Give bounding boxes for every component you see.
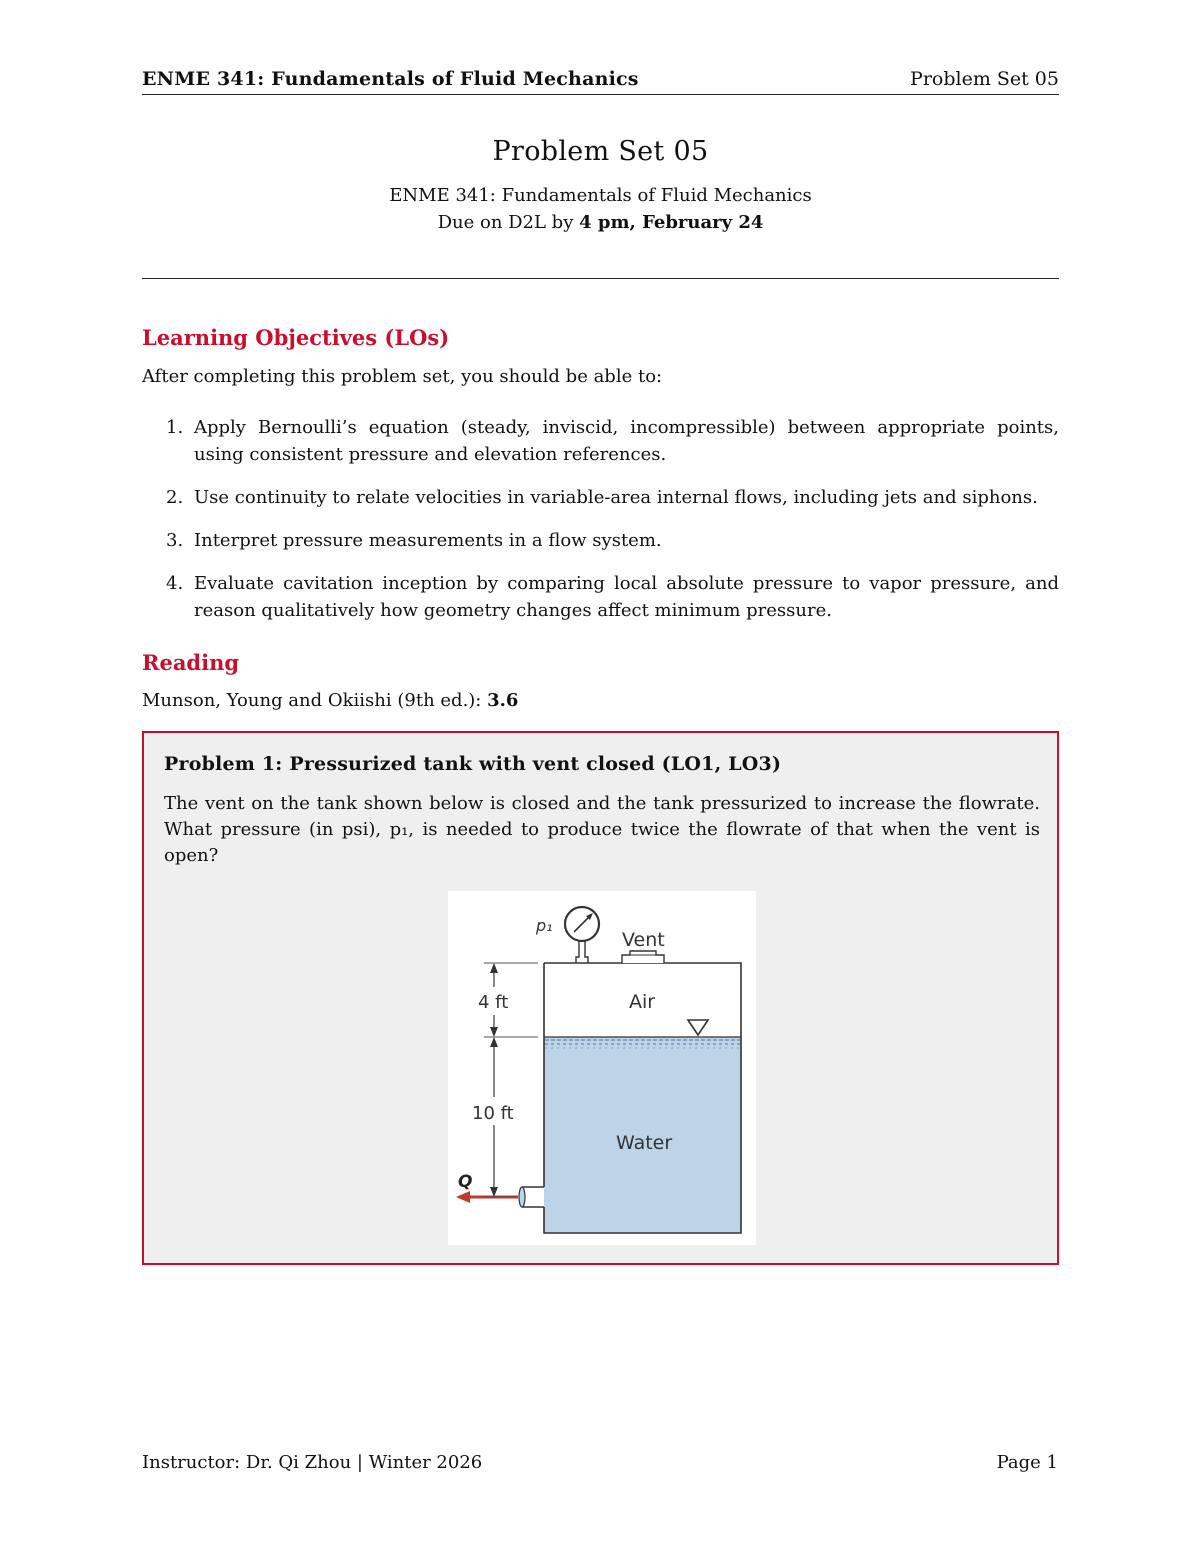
title-block bbox=[142, 136, 1059, 233]
reading-reference bbox=[142, 690, 518, 711]
list-item bbox=[142, 484, 1059, 511]
list-item bbox=[142, 527, 1059, 554]
reading-heading: Reading bbox=[142, 650, 240, 675]
tank-figure bbox=[448, 891, 756, 1245]
item-number: 2. bbox=[166, 487, 184, 508]
problem-1-title: Problem 1: Pressurized tank with vent closed (LO1, LO3) bbox=[164, 753, 782, 775]
item-number: 3. bbox=[166, 530, 184, 551]
course-name: ENME 341: Fundamentals of Fluid Mechanics bbox=[389, 185, 812, 206]
problem-1-text: The vent on the tank shown below is closed and the tank pressurized to increase the flowrate. What pressure (in psi), p₁, is needed to produce twice the flowrate of that when the vent is open? bbox=[164, 793, 1040, 866]
outlet-opening bbox=[519, 1187, 525, 1207]
item-text: Apply Bernoulli’s equation (steady, inviscid, incompressible) between appropriate points, using consistent pressure and elevation references. bbox=[194, 417, 1059, 465]
air-label: Air bbox=[629, 991, 656, 1013]
list-item bbox=[142, 570, 1059, 624]
vent-icon bbox=[622, 951, 664, 963]
footer-page-number: Page 1 bbox=[996, 1452, 1058, 1473]
dimension-bottom-label: 10 ft bbox=[472, 1103, 514, 1124]
list-item bbox=[142, 414, 1059, 468]
flow-arrowhead bbox=[456, 1191, 470, 1203]
item-text: Interpret pressure measurements in a flow system. bbox=[194, 530, 662, 551]
item-text: Use continuity to relate velocities in variable-area internal flows, including jets and siphons. bbox=[194, 487, 1038, 508]
item-number: 4. bbox=[166, 573, 184, 594]
due-prefix: Due on D2L by bbox=[437, 212, 574, 233]
item-text: Evaluate cavitation inception by comparing local absolute pressure to vapor pressure, and reason qualitatively how geometry changes affect minimum pressure. bbox=[194, 573, 1059, 621]
reading-book: Munson, Young and Okiishi (9th ed.): bbox=[142, 690, 482, 711]
reading-section: 3.6 bbox=[487, 690, 519, 711]
vent-label: Vent bbox=[622, 929, 665, 951]
flow-label: Q bbox=[458, 1172, 473, 1192]
running-header bbox=[142, 66, 1059, 95]
due-date bbox=[142, 212, 1059, 233]
water-label: Water bbox=[616, 1132, 673, 1154]
water-level-icon bbox=[688, 1020, 708, 1035]
title-divider bbox=[142, 278, 1059, 279]
item-number: 1. bbox=[166, 417, 184, 438]
gauge-label: p₁ bbox=[536, 916, 553, 935]
header-set: Problem Set 05 bbox=[910, 68, 1059, 90]
objectives-heading: Learning Objectives (LOs) bbox=[142, 325, 450, 350]
tank-diagram bbox=[448, 891, 756, 1245]
due-time: 4 pm, February 24 bbox=[579, 212, 764, 233]
objectives-list bbox=[142, 414, 1059, 640]
footer-instructor: Instructor: Dr. Qi Zhou | Winter 2026 bbox=[142, 1452, 483, 1473]
dimension-top-label: 4 ft bbox=[478, 992, 509, 1013]
problem-1-box bbox=[142, 731, 1059, 1265]
objectives-intro: After completing this problem set, you should be able to: bbox=[142, 366, 663, 387]
header-course: ENME 341: Fundamentals of Fluid Mechanics bbox=[142, 68, 639, 90]
page-title: Problem Set 05 bbox=[492, 136, 709, 167]
